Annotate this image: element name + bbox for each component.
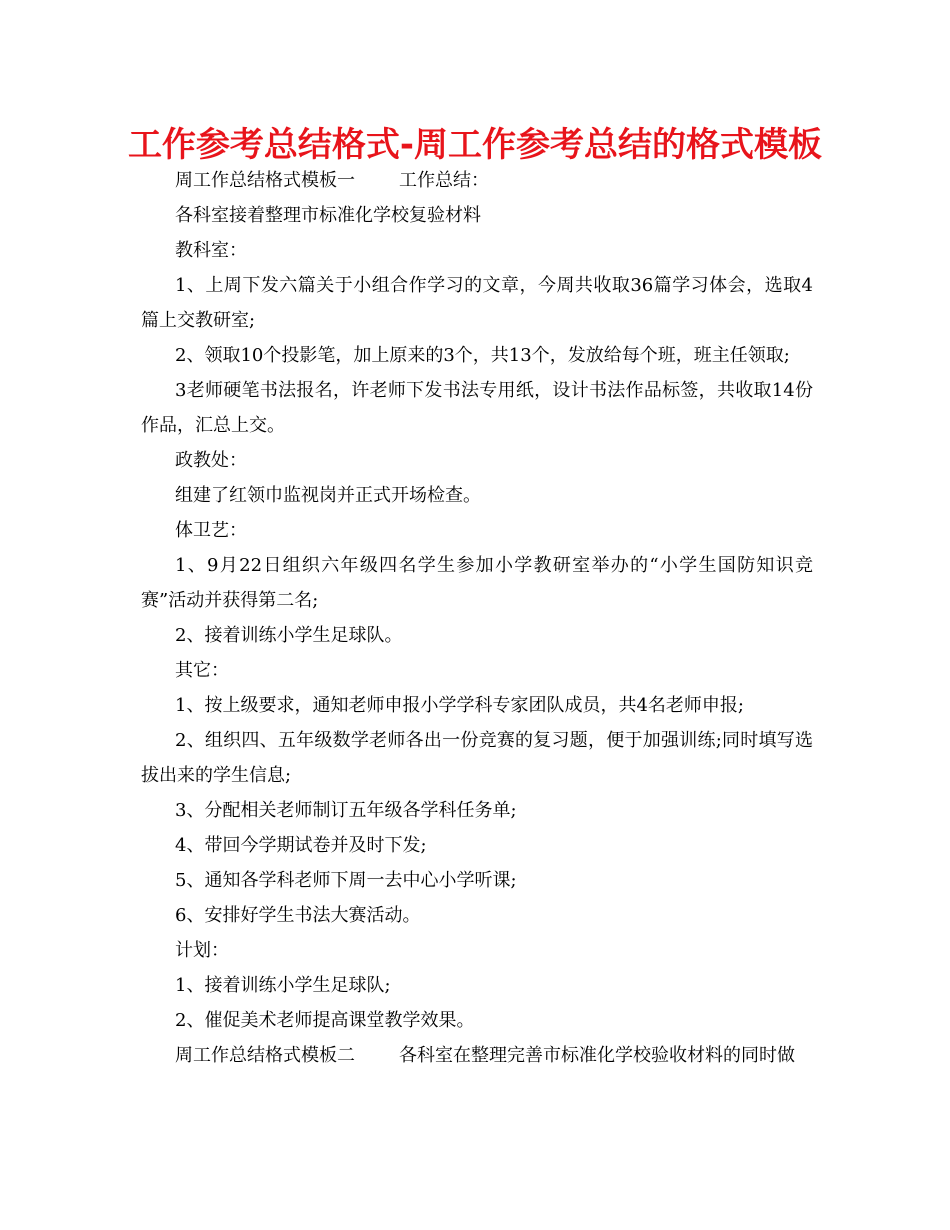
paragraph-10: 1、9月22日组织六年级四名学生参加小学教研室举办的“小学生国防知识竞赛”活动并获得第二名; <box>141 555 813 611</box>
paragraph-13: 1、按上级要求，通知老师申报小学学科专家团队成员，共4名老师申报; <box>175 695 744 716</box>
paragraph-7: 政教处： <box>175 450 247 471</box>
paragraph-6: 3老师硬笔书法报名，许老师下发书法专用纸，设计书法作品标签，共收取14份作品，汇总上交。 <box>141 380 813 436</box>
paragraph-18: 6、安排好学生书法大赛活动。 <box>175 905 421 926</box>
paragraph-5: 2、领取10个投影笔，加上原来的3个，共13个，发放给每个班，班主任领取; <box>175 345 790 366</box>
paragraph-21: 2、催促美术老师提高课堂教学效果。 <box>175 1010 475 1031</box>
document-body <box>141 163 813 1073</box>
template-two-text: 各科室在整理完善市标准化学校验收材料的同时做 <box>399 1045 795 1066</box>
paragraph-2: 各科室接着整理市标准化学校复验材料 <box>175 205 481 226</box>
paragraph-4: 1、上周下发六篇关于小组合作学习的文章，今周共收取36篇学习体会，选取4篇上交教研室; <box>141 275 813 331</box>
paragraph-19: 计划： <box>175 940 229 961</box>
paragraph-22 <box>141 1038 813 1073</box>
paragraph-20: 1、接着训练小学生足球队; <box>175 975 391 996</box>
paragraph-12: 其它： <box>175 660 229 681</box>
work-summary-label: 工作总结： <box>399 170 489 191</box>
paragraph-11: 2、接着训练小学生足球队。 <box>175 625 403 646</box>
paragraph-8: 组建了红领巾监视岗并正式开场检查。 <box>175 485 481 506</box>
paragraph-1 <box>141 163 813 198</box>
paragraph-17: 5、通知各学科老师下周一去中心小学听课; <box>175 870 517 891</box>
paragraph-15: 3、分配相关老师制订五年级各学科任务单; <box>175 800 517 821</box>
paragraph-16: 4、带回今学期试卷并及时下发; <box>175 835 427 856</box>
template-two-heading: 周工作总结格式模板二 <box>175 1045 355 1066</box>
template-one-heading: 周工作总结格式模板一 <box>175 170 355 191</box>
document-title: 工作参考总结格式-周工作参考总结的格式模板 <box>127 125 823 165</box>
paragraph-9: 体卫艺： <box>175 520 247 541</box>
paragraph-14: 2、组织四、五年级数学老师各出一份竞赛的复习题，便于加强训练;同时填写选拔出来的学生信息; <box>141 730 813 786</box>
paragraph-3: 教科室： <box>175 240 247 261</box>
